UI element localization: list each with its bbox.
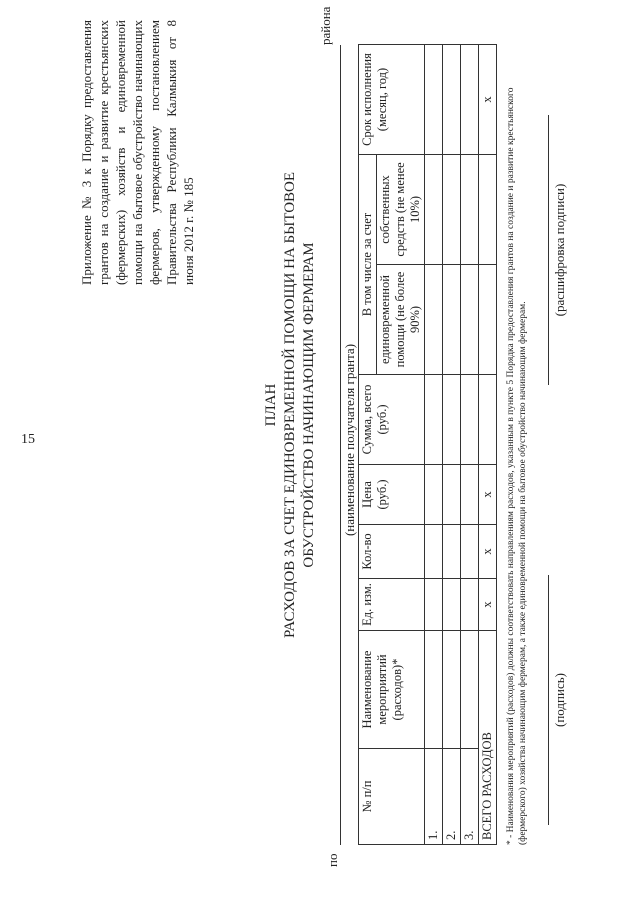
col-own-header: собственных средств (не менее 10%): [377, 154, 425, 264]
x-mark: х: [479, 465, 497, 525]
col-sum-header: Сумма, всего (руб.): [359, 375, 425, 465]
signature-caption: (подпись): [552, 673, 567, 727]
total-label: ВСЕГО РАСХОДОВ: [479, 631, 497, 845]
row-number: 3.: [461, 749, 479, 845]
col-single-header: единовременной помощи (не более 90%): [377, 265, 425, 375]
row-number: 1.: [425, 749, 443, 845]
row-number: 2.: [443, 749, 461, 845]
signature-decode-line: [548, 115, 550, 385]
title-subtitle: РАСХОДОВ ЗА СЧЕТ ЕДИНОВРЕМЕННОЙ ПОМОЩИ НА БЫТОВОЕ ОБУСТРОЙСТВО НАЧИНАЮЩИМ ФЕРМЕРАМ: [282, 171, 317, 639]
footnote: * - Наименования мероприятий (расходов) должны соответствовать направлениям расходов, указанным в пункте 5 Порядка предоставления грантов на создание и развитие крестьянского (фермерского) хозяйства начинающим фермерам, а также единовременной помощи на бытовое обустройство начинающим фермерам.: [506, 87, 528, 845]
expense-plan-table: [358, 44, 497, 845]
table-row: [461, 44, 479, 844]
col-term-header: Срок исполнения (месяц, год): [359, 44, 425, 154]
title-plan: ПЛАН: [263, 383, 279, 427]
table-row: [425, 44, 443, 844]
recipient-name-line: [338, 45, 341, 845]
rayona-label: района: [318, 6, 333, 45]
signature-decode-caption: (расшифровка подписи): [552, 183, 567, 317]
col-qty-header: Кол-во: [359, 525, 425, 579]
header-row-1: [359, 44, 377, 844]
col-incl-header: В том числе за счет: [359, 154, 377, 374]
po-label: по: [325, 853, 340, 867]
total-row: [479, 44, 497, 844]
document-title: [262, 125, 319, 685]
recipient-caption: (наименование получателя гранта): [342, 343, 357, 537]
x-mark: х: [479, 525, 497, 579]
col-unit-header: Ед. изм.: [359, 579, 425, 631]
signature-line: [548, 575, 550, 825]
x-mark: х: [479, 44, 497, 154]
page-number: 15: [21, 432, 35, 447]
col-name-header: Наименование мероприятий (расходов)*: [359, 631, 425, 749]
table-row: [443, 44, 461, 844]
col-price-header: Цена (руб.): [359, 465, 425, 525]
col-num-header: № п/п: [359, 749, 425, 845]
appendix-note: Приложение № 3 к Порядку предоставления грантов на создание и развитие крестьянских (фермерских) хозяйств и единовременной помощи на бытовое обустройство начинающих фермеров, утвержденному постановлением Правительства Республики Калмыкия от 8 июня 2012 г. № 185: [79, 20, 196, 285]
x-mark: х: [479, 579, 497, 631]
